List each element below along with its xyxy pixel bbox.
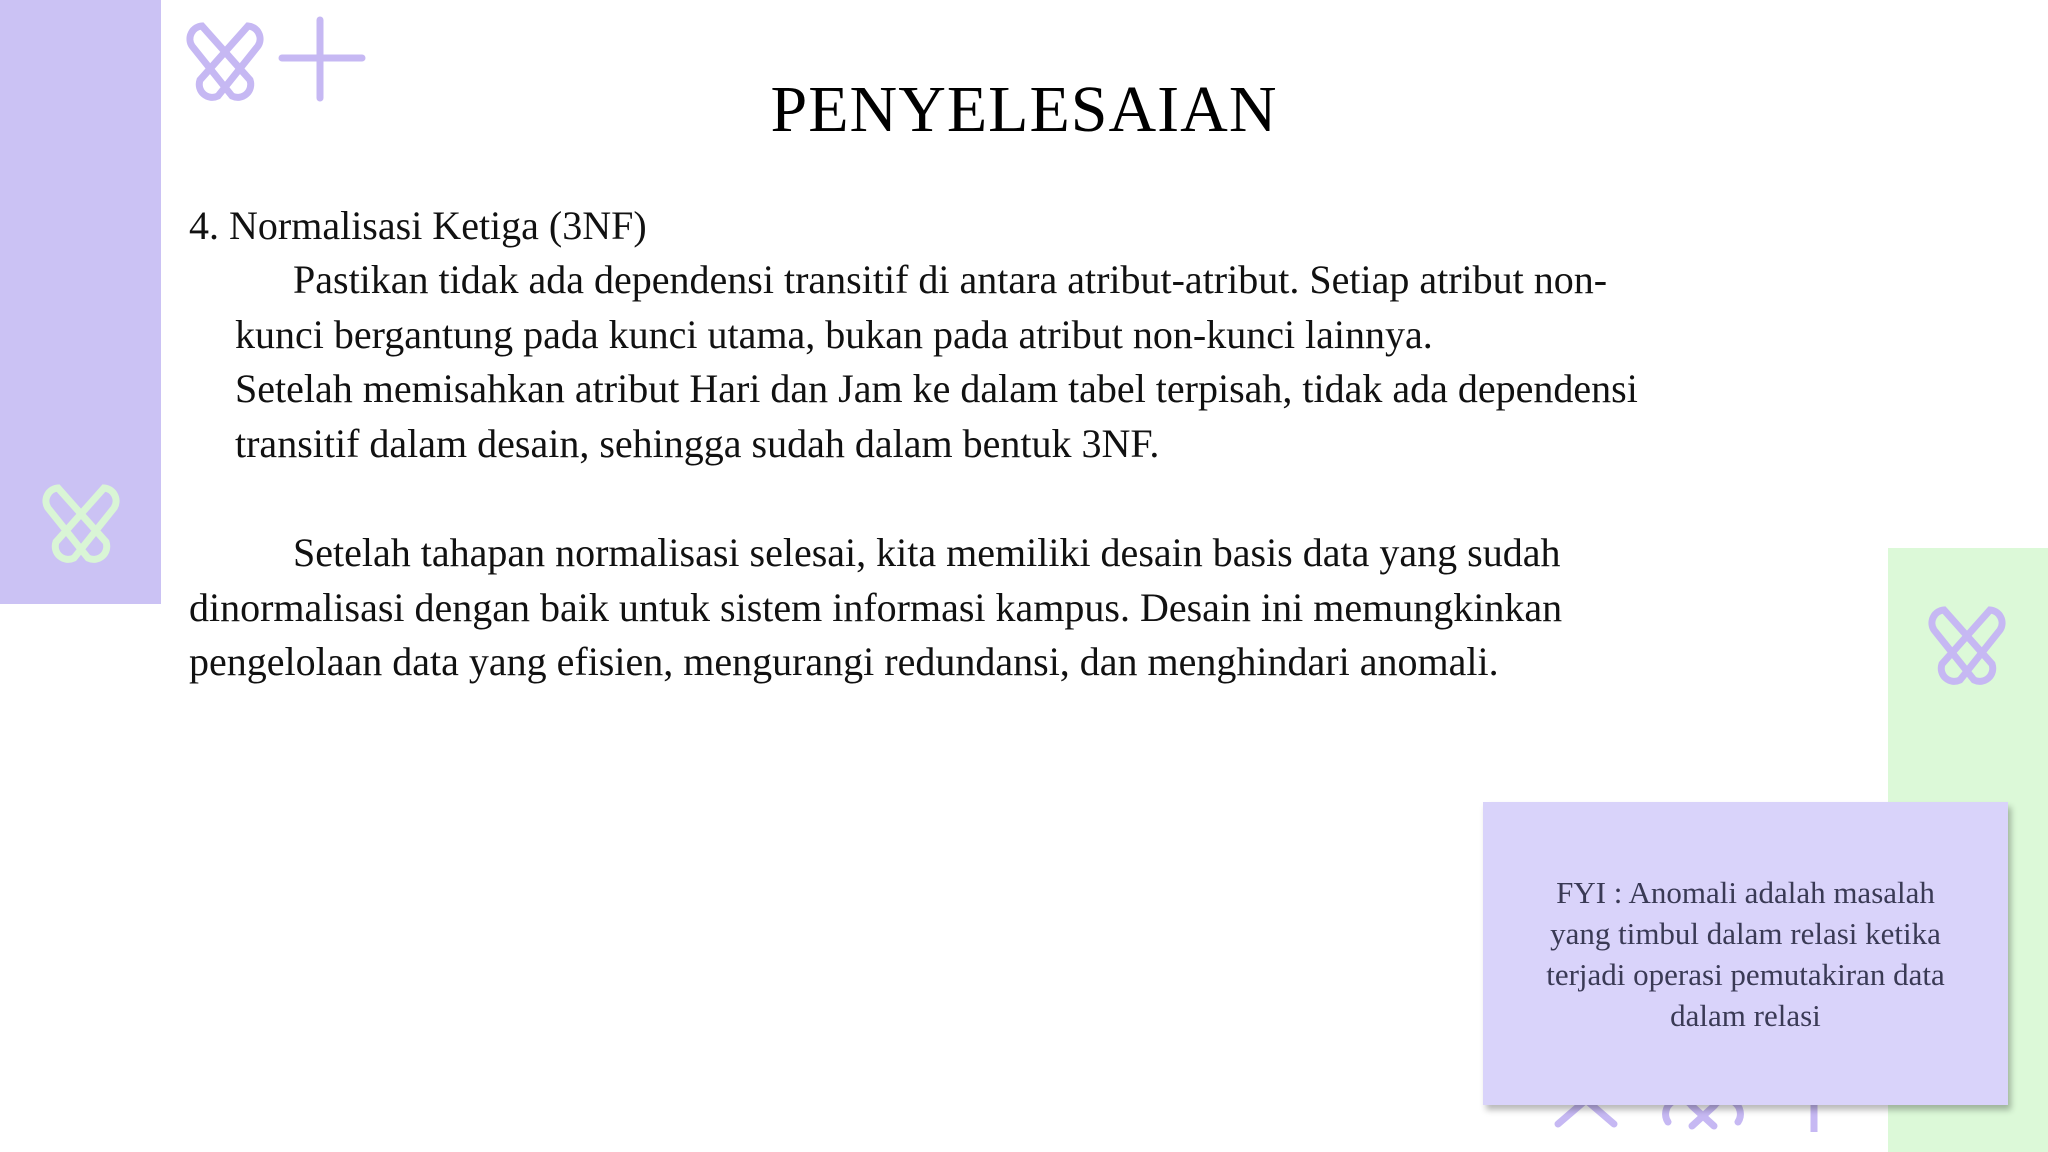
paragraph-line: Setelah memisahkan atribut Hari dan Jam ke dalam tabel terpisah, tidak ada dependensi bbox=[235, 366, 1638, 411]
paragraph-line: kunci bergantung pada kunci utama, bukan pada atribut non-kunci lainnya. bbox=[235, 312, 1433, 357]
paragraph-line: transitif dalam desain, sehingga sudah dalam bentuk 3NF. bbox=[235, 421, 1160, 466]
paragraph-line: Pastikan tidak ada dependensi transitif di antara atribut-atribut. Setiap atribut non- bbox=[293, 257, 1608, 302]
knot-cross-icon bbox=[1922, 600, 2012, 686]
paragraph-line: pengelolaan data yang efisien, mengurangi redundansi, dan menghindari anomali. bbox=[189, 639, 1499, 684]
fyi-text: FYI : Anomali adalah masalah yang timbul dalam relasi ketika terjadi operasi pemutakiran data dalam relasi bbox=[1546, 874, 1945, 1033]
section-heading: 4. Normalisasi Ketiga (3NF) bbox=[189, 203, 647, 248]
slide-title: PENYELESAIAN bbox=[770, 73, 1278, 146]
fyi-callout bbox=[1483, 802, 2008, 1105]
knot-cross-icon bbox=[36, 478, 126, 564]
paragraph-line: Setelah tahapan normalisasi selesai, kita memiliki desain basis data yang sudah bbox=[293, 530, 1561, 575]
paragraph-line: dinormalisasi dengan baik untuk sistem informasi kampus. Desain ini memungkinkan bbox=[189, 585, 1563, 630]
